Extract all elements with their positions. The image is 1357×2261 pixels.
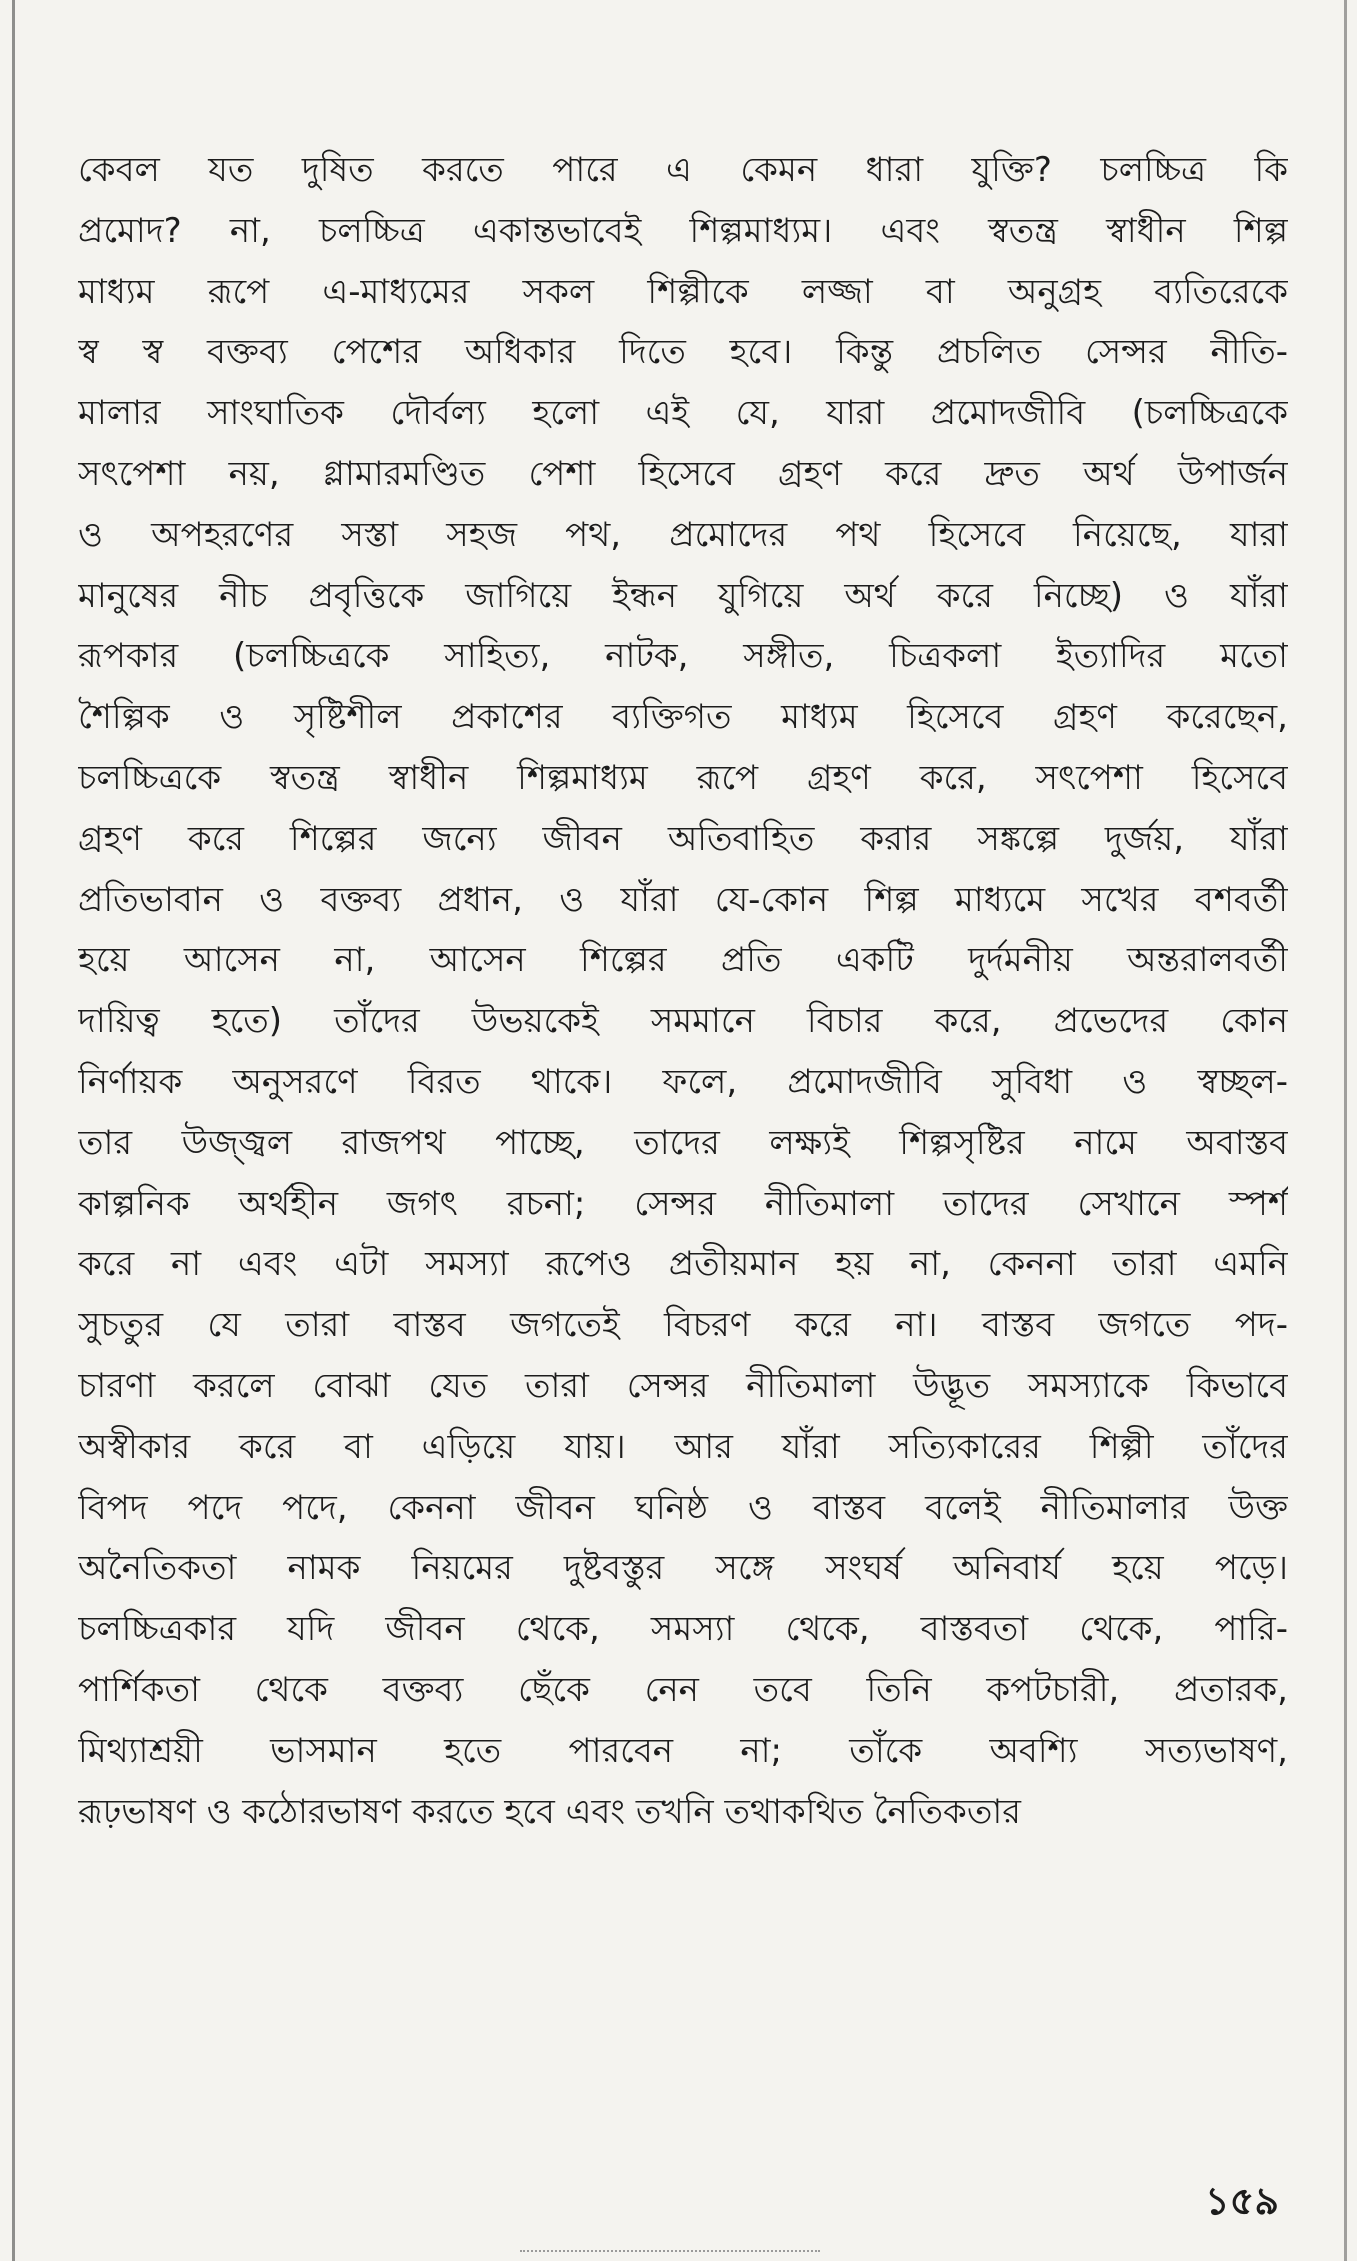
text-line: মাধ্যম রূপে এ-মাধ্যমের সকল শিল্পীকে লজ্জা বা অনুগ্রহ ব্যতিরেকে	[78, 271, 1288, 312]
text-line: চলচ্চিত্রকে স্বতন্ত্র স্বাধীন শিল্পমাধ্যম রূপে গ্রহণ করে, সৎপেশা হিসেবে	[78, 757, 1288, 798]
text-line: চারণা করলে বোঝা যেত তারা সেন্সর নীতিমালা উদ্ভূত সমস্যাকে কিভাবে	[78, 1365, 1288, 1406]
text-line: কাল্পনিক অর্থহীন জগৎ রচনা; সেন্সর নীতিমালা তাদের সেখানে স্পর্শ	[78, 1183, 1288, 1224]
page-number: ১৫৯	[1205, 2179, 1279, 2223]
text-line: শৈল্পিক ও সৃষ্টিশীল প্রকাশের ব্যক্তিগত মাধ্যম হিসেবে গ্রহণ করেছেন,	[78, 697, 1288, 738]
text-line: নির্ণায়ক অনুসরণে বিরত থাকে। ফলে, প্রমোদজীবি সুবিধা ও স্বচ্ছল-	[78, 1061, 1288, 1102]
text-line: গ্রহণ করে শিল্পের জন্যে জীবন অতিবাহিত করার সঙ্কল্পে দুর্জয়, যাঁরা	[78, 818, 1288, 859]
left-edge-shadow	[12, 0, 15, 2261]
body-text	[78, 140, 1288, 1842]
text-line: পার্শিকতা থেকে বক্তব্য ছেঁকে নেন তবে তিনি কপটচারী, প্রতারক,	[78, 1669, 1288, 1710]
text-line: মানুষের নীচ প্রবৃত্তিকে জাগিয়ে ইন্ধন যুগিয়ে অর্থ করে নিচ্ছে) ও যাঁরা	[78, 575, 1288, 616]
text-line: অস্বীকার করে বা এড়িয়ে যায়। আর যাঁরা সত্যিকারের শিল্পী তাঁদের	[78, 1426, 1288, 1467]
text-line: দায়িত্ব হতে) তাঁদের উভয়কেই সমমানে বিচার করে, প্রভেদের কোন	[78, 1001, 1288, 1042]
text-line: রূপকার (চলচ্চিত্রকে সাহিত্য, নাটক, সঙ্গীত, চিত্রকলা ইত্যাদির মতো	[78, 636, 1288, 677]
text-line: ও অপহরণের সস্তা সহজ পথ, প্রমোদের পথ হিসেবে নিয়েছে, যারা	[78, 514, 1288, 555]
text-line: রূঢ়ভাষণ ও কঠোরভাষণ করতে হবে এবং তখনি তথাকথিত নৈতিকতার	[78, 1791, 1021, 1832]
text-line: মালার সাংঘাতিক দৌর্বল্য হলো এই যে, যারা প্রমোদজীবি (চলচ্চিত্রকে	[78, 393, 1288, 434]
text-line: স্ব স্ব বক্তব্য পেশের অধিকার দিতে হবে। কিন্তু প্রচলিত সেন্সর নীতি-	[78, 332, 1288, 373]
text-line: সুচতুর যে তারা বাস্তব জগতেই বিচরণ করে না। বাস্তব জগতে পদ-	[78, 1305, 1288, 1346]
bottom-divider	[520, 2250, 820, 2253]
text-line: চলচ্চিত্রকার যদি জীবন থেকে, সমস্যা থেকে, বাস্তবতা থেকে, পারি-	[78, 1609, 1288, 1650]
text-line: সৎপেশা নয়, গ্লামারমণ্ডিত পেশা হিসেবে গ্রহণ করে দ্রুত অর্থ উপার্জন	[78, 453, 1288, 494]
text-line: প্রমোদ? না, চলচ্চিত্র একান্তভাবেই শিল্পমাধ্যম। এবং স্বতন্ত্র স্বাধীন শিল্প	[78, 210, 1288, 251]
right-edge-shadow	[1344, 0, 1347, 2261]
text-line: করে না এবং এটা সমস্যা রূপেও প্রতীয়মান হয় না, কেননা তারা এমনি	[78, 1244, 1288, 1285]
text-line: বিপদ পদে পদে, কেননা জীবন ঘনিষ্ঠ ও বাস্তব বলেই নীতিমালার উক্ত	[78, 1487, 1288, 1528]
text-line: প্রতিভাবান ও বক্তব্য প্রধান, ও যাঁরা যে-কোন শিল্প মাধ্যমে সখের বশবর্তী	[78, 879, 1288, 920]
text-line: কেবল যত দুষিত করতে পারে এ কেমন ধারা যুক্তি? চলচ্চিত্র কি	[78, 150, 1288, 190]
text-line: তার উজ্জ্বল রাজপথ পাচ্ছে, তাদের লক্ষ্যই শিল্পসৃষ্টির নামে অবাস্তব	[78, 1122, 1288, 1163]
text-line: অনৈতিকতা নামক নিয়মের দুষ্টবস্তুর সঙ্গে সংঘর্ষ অনিবার্য হয়ে পড়ে।	[78, 1548, 1288, 1589]
text-line: মিথ্যাশ্রয়ী ভাসমান হতে পারবেন না; তাঁকে অবশ্যি সত্যভাষণ,	[78, 1730, 1288, 1771]
text-line: হয়ে আসেন না, আসেন শিল্পের প্রতি একটি দুর্দমনীয় অন্তরালবর্তী	[78, 940, 1288, 981]
